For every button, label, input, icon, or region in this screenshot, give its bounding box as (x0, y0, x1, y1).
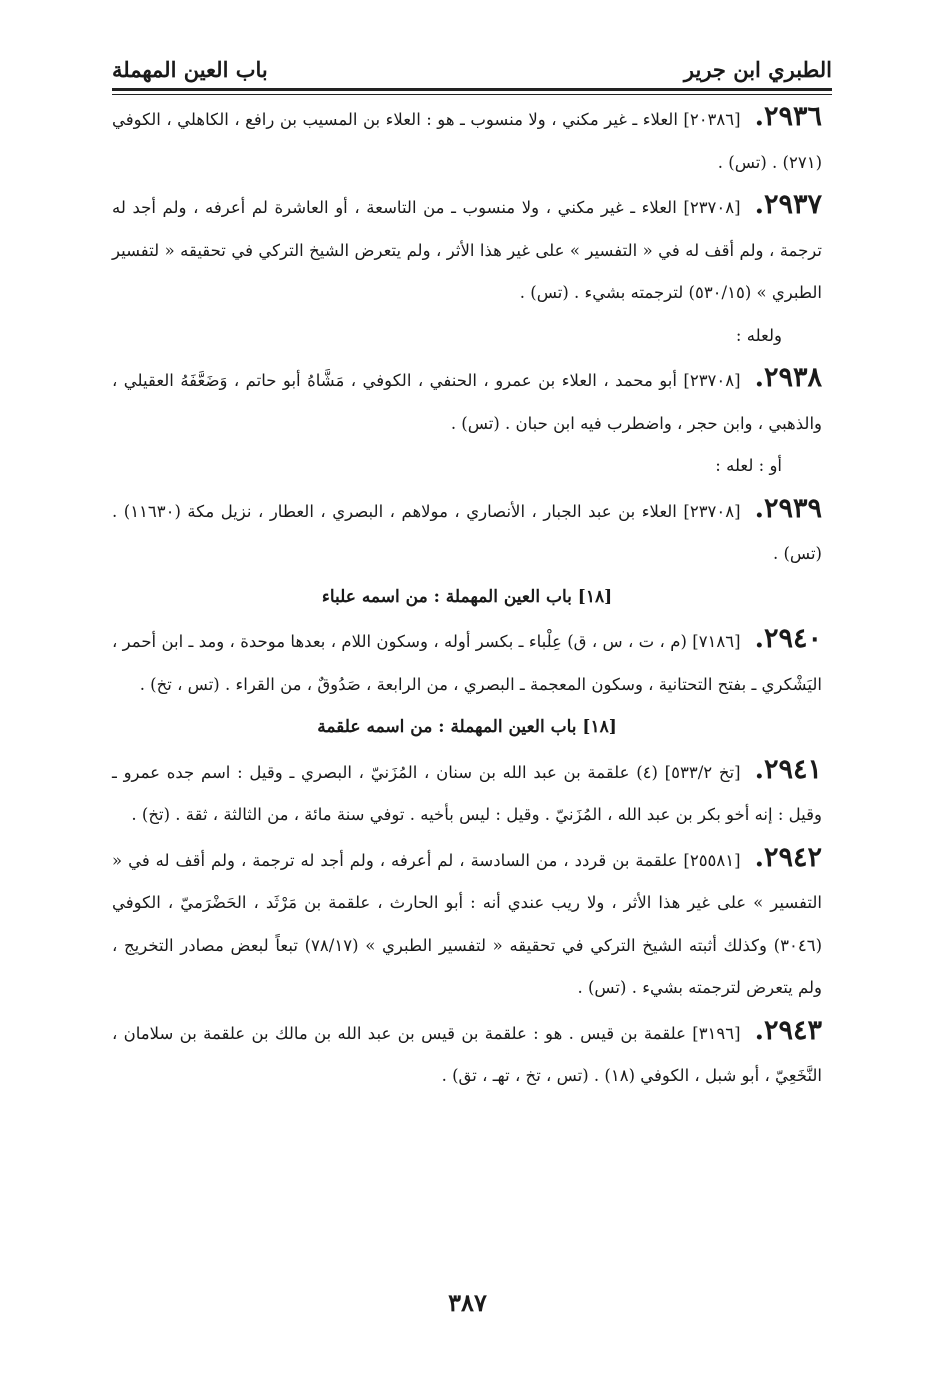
sub-note: ولعله : (735, 325, 782, 345)
page-number: ٣٨٧ (448, 1288, 487, 1317)
entry-number: ٢٩٤١. (754, 753, 822, 785)
entry-2937 (112, 184, 822, 315)
entry-2943 (112, 1010, 822, 1098)
sub-note: أو : لعله : (715, 456, 782, 475)
entry-text: [٣١٩٦] علقمة بن قيس . هو : علقمة بن قيس بن عبد الله بن مالك بن علقمة بن سلامان ، النَّخَعِيّ ، أبو شبل ، الكوفي (١٨) . (تس ، تخ ، تهـ ، تق) . (112, 1023, 822, 1085)
entry-2936 (112, 96, 822, 184)
entry-2942 (112, 837, 822, 1010)
header-book-title: الطبري ابن جرير (683, 57, 832, 82)
entry-number: ٢٩٤٢. (754, 841, 822, 873)
entry-number: ٢٩٣٩. (754, 492, 822, 524)
entry-text: [تخ ٥٣٣/٢] (٤) علقمة بن عبد الله بن سنان ، المُزَنيّ ، البصري ـ وقيل : اسم جده عمرو ـ وقيل : إنه أخو بكر بن عبد الله ، المُزَنيّ . وقيل : ليس بأخيه . توفي سنة مائة ، من الثالثة ، ثقة . (تخ) . (112, 762, 822, 824)
entry-2941 (112, 749, 822, 837)
entry-number: ٢٩٤٠. (754, 623, 822, 654)
section-heading: [١٨] باب العين المهملة : من اسمه علباء (321, 586, 613, 607)
entry-text: [٢٣٧٠٨] العلاء بن عبد الجبار ، الأنصاري ، مولاهم ، البصري ، العطار ، نزيل مكة (١١٦٣٠) . (تس) . (112, 501, 822, 563)
header-chapter-title: باب العين المهملة (112, 57, 268, 82)
entry-2940 (112, 618, 822, 706)
page-content (112, 96, 822, 1098)
section-heading: [١٨] باب العين المهملة : من اسمه علقمة (317, 717, 617, 737)
entry-text: [٢٥٥٨١] علقمة بن قردد ، من السادسة ، لم أعرفه ، ولم أجد له ترجمة ، ولم أقف له في « التفسير » على غير هذا الأثر ، ولا ريب عندي أنه : أبو الحارث ، علقمة بن مَرْثَد ، الحَضْرَميّ ، الكوفي (٣٠٤٦) وكذلك أثبته الشيخ التركي في تحقيقه « لتفسير الطبري » (٧٨/١٧) تبعاً لبعض مصادر التخريج ، ولم يتعرض لترجمته بشيء . (تس) . (112, 850, 822, 997)
entry-number: ٢٩٤٣. (754, 1014, 822, 1046)
header-rule-thin (112, 94, 832, 95)
entry-number: ٢٩٣٧. (754, 189, 822, 220)
entry-text: [٢٣٧٠٨] أبو محمد ، العلاء بن عمرو ، الحنفي ، الكوفي ، مَشَّاهُ أبو حاتم ، وَضَعَّفَهُ العقيلي ، والذهبي ، وابن حجر ، واضطرب فيه ابن حبان . (تس) . (112, 371, 822, 433)
header-rule-thick (112, 88, 832, 91)
entry-text: [٢٠٣٨٦] العلاء ـ غير مكني ، ولا منسوب ـ هو : العلاء بن المسيب بن رافع ، الكاهلي ، الكوفي (٢٧١) . (تس) . (112, 110, 822, 172)
running-header (112, 30, 832, 90)
entry-number: ٢٩٣٦. (754, 101, 822, 132)
entry-text: [٧١٨٦] (م ، ت ، س ، ق) عِلْباء ـ بكسر أوله ، وسكون اللام ، بعدها موحدة ، ومد ـ ابن أحمر ، اليَشْكري ـ بفتح التحتانية ، وسكون المعجمة ـ البصري ، من الرابعة ، صَدُوقٌ ، من القراء . (تس ، تخ) . (112, 632, 822, 694)
entry-2938 (112, 357, 822, 445)
entry-2939 (112, 488, 822, 576)
entry-number: ٢٩٣٨. (754, 362, 822, 393)
entry-text: [٢٣٧٠٨] العلاء ـ غير مكني ، ولا منسوب ـ من التاسعة ، أو العاشرة لم أعرفه ، ولم أجد له ترجمة ، ولم أقف له في « التفسير » على غير هذا الأثر ، ولم يتعرض الشيخ التركي في تحقيقه « لتفسير الطبري » (٥٣٠/١٥) لترجمته بشيء . (تس) . (112, 198, 822, 302)
